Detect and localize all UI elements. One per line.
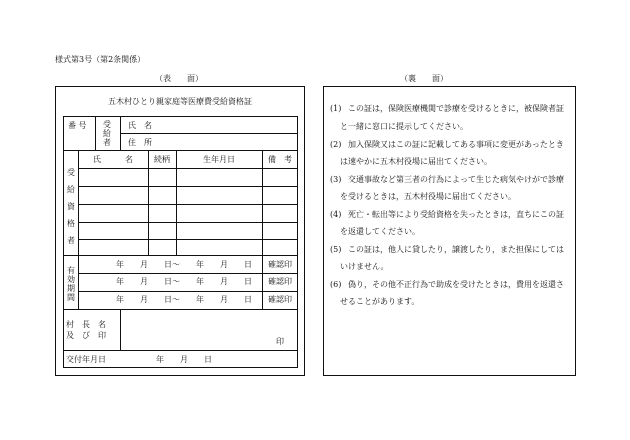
validity-label: 有効期間 [67,266,75,302]
address-label: 住 所 [128,138,152,147]
confirm-seal-3: 確認印 [268,295,292,304]
applicant-label: 受給者 [103,120,111,147]
mayor-label-line2: 及 び 印 [66,331,106,340]
table-line [120,133,298,134]
col-birth-header: 生年月日 [203,155,235,164]
note-text: いけません。 [340,262,389,271]
validity-period-1: 年 月 日〜 年 月 日 [116,260,252,269]
confirm-seal-1: 確認印 [268,260,292,269]
confirm-seal-2: 確認印 [268,277,292,286]
validity-period-2: 年 月 日〜 年 月 日 [116,277,252,286]
recipients-label: 受給資格者 [67,168,75,245]
issue-date-value: 年 月 日 [156,355,212,364]
table-line [78,150,79,309]
table-line [63,309,298,310]
col-name-header: 氏 名 [93,155,133,164]
note-text: を返還してください。 [340,227,420,236]
note-text: は速やかに五木村役場に届出てください。 [340,157,492,166]
issue-date-label: 交付年月日 [66,355,106,364]
name-label: 氏 名 [128,121,152,130]
seal-mark: 印 [276,337,284,346]
mayor-label-line1: 村 長 名 [66,320,106,329]
table-line [95,116,96,150]
table-line [176,150,177,255]
col-relation-header: 続柄 [154,155,170,164]
note-text: 交通事故など第三者の行為によって生じた病気やけがで診療 [348,175,564,184]
note-number: (1) [330,104,342,113]
note-number: (5) [330,245,342,254]
note-number: (3) [330,175,342,184]
note-number: (2) [330,140,342,149]
note-text: 加入保険又はこの証に記載してある事項に変更があったとき [348,140,564,149]
table-line [78,291,298,292]
front-side-label: （表 面） [155,74,203,83]
note-text: 偽り，その他不正行為で助成を受けたときは，費用を返還さ [348,280,564,289]
note-text: この証は，保険医療機関で診療を受けるときに，被保険者証 [348,104,564,113]
validity-period-3: 年 月 日〜 年 月 日 [116,295,252,304]
number-label: 番 号 [68,121,87,130]
note-text: この証は，他人に貸したり，譲渡したり，また担保にしては [348,245,564,254]
table-line [78,168,298,169]
back-side-label: （裏 面） [400,74,448,83]
note-text: を受けるときは，五木村役場に届出てください。 [340,192,516,201]
table-line [78,273,298,274]
col-remarks-header: 備 考 [268,155,292,164]
table-line [120,116,121,150]
note-text: 死亡・転出等により受給資格を失ったときは，直ちにこの証 [348,210,564,219]
table-line [78,186,298,187]
table-line [262,150,263,255]
table-line [78,222,298,223]
note-text: と一緒に窓口に提示してください。 [340,122,468,131]
table-line [148,150,149,255]
table-line [63,350,298,351]
form-number: 様式第3号（第2条関係） [55,55,146,64]
table-line [120,309,121,350]
table-line [78,239,298,240]
note-number: (4) [330,210,342,219]
table-line [78,204,298,205]
note-number: (6) [330,280,342,289]
card-title: 五木村ひとり親家庭等医療費受給資格証 [108,97,252,106]
note-text: せることがあります。 [340,297,420,306]
